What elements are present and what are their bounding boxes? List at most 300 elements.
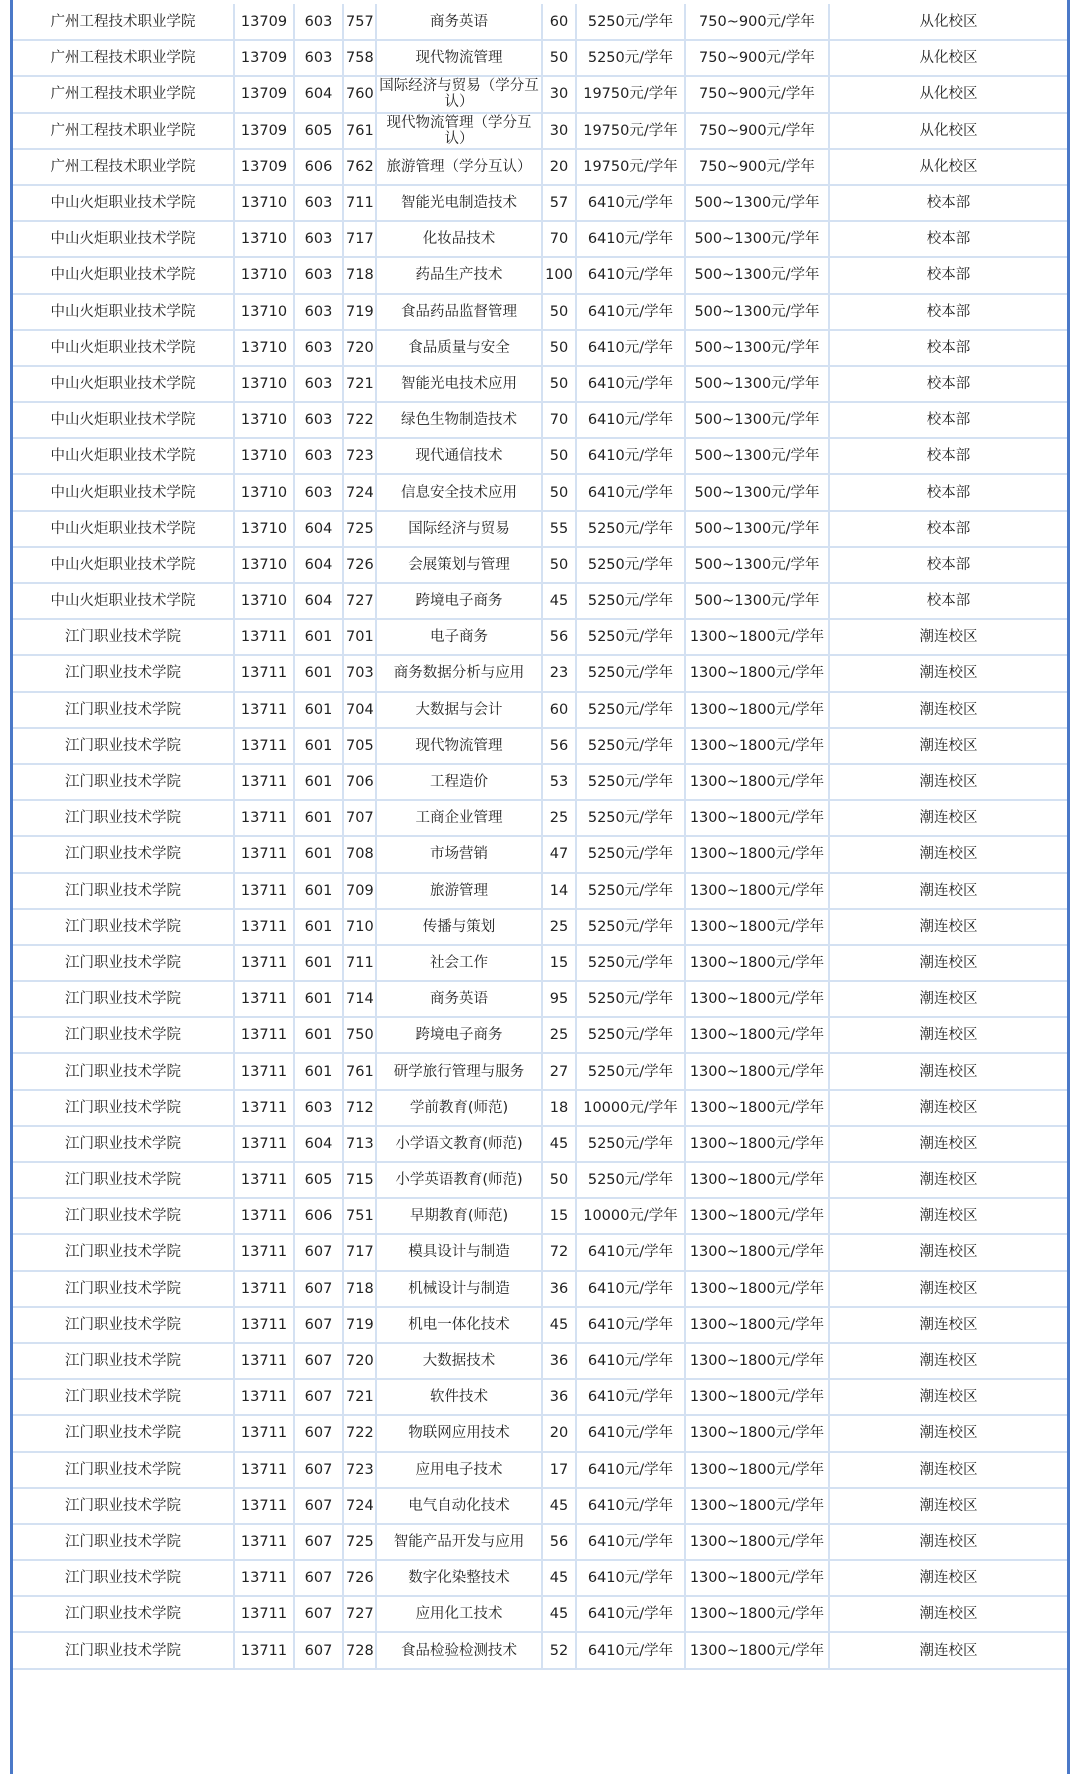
major-code-cell: 719 <box>343 294 376 330</box>
campus-cell: 潮连校区 <box>829 619 1067 655</box>
plan-count-cell: 20 <box>542 149 576 185</box>
group-code-cell: 601 <box>294 619 343 655</box>
school-code-cell: 13711 <box>234 728 294 764</box>
school-name-cell: 江门职业技术学院 <box>13 1560 234 1596</box>
school-name-cell: 中山火炬职业技术学院 <box>13 438 234 474</box>
group-code-cell: 607 <box>294 1343 343 1379</box>
group-code-cell: 603 <box>294 438 343 474</box>
dorm-fee-cell: 500~1300元/学年 <box>685 330 829 366</box>
table-row <box>13 76 1067 112</box>
major-name-cell: 市场营销 <box>376 836 542 872</box>
tuition-cell: 5250元/学年 <box>576 40 685 76</box>
tuition-cell: 5250元/学年 <box>576 836 685 872</box>
plan-count-cell: 56 <box>542 728 576 764</box>
table-row <box>13 873 1067 909</box>
tuition-cell: 5250元/学年 <box>576 511 685 547</box>
tuition-cell: 5250元/学年 <box>576 728 685 764</box>
major-name-cell: 小学英语教育(师范) <box>376 1162 542 1198</box>
dorm-fee-cell: 750~900元/学年 <box>685 4 829 40</box>
school-name-cell: 中山火炬职业技术学院 <box>13 294 234 330</box>
school-code-cell: 13709 <box>234 113 294 149</box>
plan-count-cell: 25 <box>542 909 576 945</box>
dorm-fee-cell: 1300~1800元/学年 <box>685 800 829 836</box>
major-name-cell: 早期教育(师范) <box>376 1198 542 1234</box>
school-code-cell: 13711 <box>234 1415 294 1451</box>
dorm-fee-cell: 1300~1800元/学年 <box>685 655 829 691</box>
school-name-cell: 江门职业技术学院 <box>13 1379 234 1415</box>
campus-cell: 从化校区 <box>829 113 1067 149</box>
group-code-cell: 601 <box>294 909 343 945</box>
major-name-cell: 大数据与会计 <box>376 692 542 728</box>
plan-count-cell: 50 <box>542 474 576 510</box>
tuition-cell: 5250元/学年 <box>576 655 685 691</box>
table-row <box>13 474 1067 510</box>
table-row <box>13 1560 1067 1596</box>
tuition-cell: 5250元/学年 <box>576 547 685 583</box>
table-row <box>13 836 1067 872</box>
campus-cell: 潮连校区 <box>829 1162 1067 1198</box>
major-name-cell: 小学语文教育(师范) <box>376 1126 542 1162</box>
school-code-cell: 13711 <box>234 655 294 691</box>
dorm-fee-cell: 500~1300元/学年 <box>685 221 829 257</box>
plan-count-cell: 50 <box>542 366 576 402</box>
table-row <box>13 1307 1067 1343</box>
table-row <box>13 330 1067 366</box>
campus-cell: 校本部 <box>829 257 1067 293</box>
group-code-cell: 601 <box>294 836 343 872</box>
table-row <box>13 149 1067 185</box>
school-code-cell: 13711 <box>234 1126 294 1162</box>
group-code-cell: 601 <box>294 873 343 909</box>
group-code-cell: 603 <box>294 185 343 221</box>
group-code-cell: 607 <box>294 1524 343 1560</box>
school-code-cell: 13710 <box>234 474 294 510</box>
school-name-cell: 江门职业技术学院 <box>13 836 234 872</box>
tuition-cell: 5250元/学年 <box>576 800 685 836</box>
tuition-cell: 6410元/学年 <box>576 366 685 402</box>
campus-cell: 从化校区 <box>829 149 1067 185</box>
campus-cell: 校本部 <box>829 438 1067 474</box>
table-row <box>13 1234 1067 1270</box>
school-code-cell: 13711 <box>234 1379 294 1415</box>
school-code-cell: 13711 <box>234 1162 294 1198</box>
table-row <box>13 981 1067 1017</box>
group-code-cell: 607 <box>294 1452 343 1488</box>
major-name-cell: 国际经济与贸易 <box>376 511 542 547</box>
campus-cell: 潮连校区 <box>829 692 1067 728</box>
campus-cell: 潮连校区 <box>829 1090 1067 1126</box>
school-name-cell: 江门职业技术学院 <box>13 1017 234 1053</box>
major-name-cell: 旅游管理（学分互认） <box>376 149 542 185</box>
major-code-cell: 723 <box>343 438 376 474</box>
plan-count-cell: 45 <box>542 1126 576 1162</box>
plan-count-cell: 18 <box>542 1090 576 1126</box>
school-name-cell: 广州工程技术职业学院 <box>13 4 234 40</box>
major-code-cell: 761 <box>343 1053 376 1089</box>
school-code-cell: 13710 <box>234 511 294 547</box>
dorm-fee-cell: 1300~1800元/学年 <box>685 728 829 764</box>
table-row <box>13 1488 1067 1524</box>
group-code-cell: 607 <box>294 1307 343 1343</box>
dorm-fee-cell: 1300~1800元/学年 <box>685 836 829 872</box>
campus-cell: 校本部 <box>829 221 1067 257</box>
campus-cell: 潮连校区 <box>829 1379 1067 1415</box>
school-code-cell: 13711 <box>234 1053 294 1089</box>
school-name-cell: 江门职业技术学院 <box>13 1271 234 1307</box>
table-row <box>13 113 1067 149</box>
plan-count-cell: 36 <box>542 1379 576 1415</box>
tuition-cell: 5250元/学年 <box>576 692 685 728</box>
group-code-cell: 601 <box>294 945 343 981</box>
table-row <box>13 1596 1067 1632</box>
major-name-cell: 商务英语 <box>376 4 542 40</box>
table-row <box>13 945 1067 981</box>
tuition-cell: 6410元/学年 <box>576 1343 685 1379</box>
table-row <box>13 1126 1067 1162</box>
campus-cell: 潮连校区 <box>829 800 1067 836</box>
dorm-fee-cell: 1300~1800元/学年 <box>685 1379 829 1415</box>
major-name-cell: 电子商务 <box>376 619 542 655</box>
campus-cell: 潮连校区 <box>829 655 1067 691</box>
plan-count-cell: 56 <box>542 1524 576 1560</box>
school-code-cell: 13711 <box>234 836 294 872</box>
dorm-fee-cell: 500~1300元/学年 <box>685 438 829 474</box>
dorm-fee-cell: 500~1300元/学年 <box>685 474 829 510</box>
dorm-fee-cell: 1300~1800元/学年 <box>685 764 829 800</box>
plan-count-cell: 27 <box>542 1053 576 1089</box>
tuition-cell: 6410元/学年 <box>576 1415 685 1451</box>
tuition-cell: 6410元/学年 <box>576 402 685 438</box>
tuition-cell: 6410元/学年 <box>576 1307 685 1343</box>
school-code-cell: 13711 <box>234 1343 294 1379</box>
dorm-fee-cell: 1300~1800元/学年 <box>685 1415 829 1451</box>
school-name-cell: 江门职业技术学院 <box>13 1415 234 1451</box>
tuition-cell: 6410元/学年 <box>576 474 685 510</box>
major-name-cell: 现代物流管理 <box>376 40 542 76</box>
major-code-cell: 701 <box>343 619 376 655</box>
group-code-cell: 607 <box>294 1271 343 1307</box>
plan-count-cell: 50 <box>542 330 576 366</box>
table-row <box>13 1271 1067 1307</box>
major-code-cell: 707 <box>343 800 376 836</box>
group-code-cell: 607 <box>294 1560 343 1596</box>
major-code-cell: 720 <box>343 1343 376 1379</box>
major-code-cell: 725 <box>343 1524 376 1560</box>
plan-count-cell: 56 <box>542 619 576 655</box>
table-row <box>13 257 1067 293</box>
school-code-cell: 13711 <box>234 1524 294 1560</box>
table-row <box>13 1198 1067 1234</box>
group-code-cell: 601 <box>294 728 343 764</box>
major-code-cell: 706 <box>343 764 376 800</box>
school-name-cell: 中山火炬职业技术学院 <box>13 185 234 221</box>
dorm-fee-cell: 750~900元/学年 <box>685 40 829 76</box>
dorm-fee-cell: 1300~1800元/学年 <box>685 1198 829 1234</box>
major-name-cell: 工程造价 <box>376 764 542 800</box>
major-code-cell: 705 <box>343 728 376 764</box>
tuition-cell: 5250元/学年 <box>576 619 685 655</box>
school-name-cell: 江门职业技术学院 <box>13 800 234 836</box>
tuition-cell: 6410元/学年 <box>576 1271 685 1307</box>
tuition-cell: 6410元/学年 <box>576 1379 685 1415</box>
plan-count-cell: 45 <box>542 1307 576 1343</box>
campus-cell: 潮连校区 <box>829 1053 1067 1089</box>
major-code-cell: 726 <box>343 547 376 583</box>
campus-cell: 校本部 <box>829 294 1067 330</box>
campus-cell: 从化校区 <box>829 40 1067 76</box>
school-code-cell: 13711 <box>234 909 294 945</box>
school-code-cell: 13711 <box>234 1234 294 1270</box>
group-code-cell: 603 <box>294 4 343 40</box>
major-code-cell: 762 <box>343 149 376 185</box>
major-code-cell: 727 <box>343 583 376 619</box>
dorm-fee-cell: 1300~1800元/学年 <box>685 1126 829 1162</box>
school-code-cell: 13711 <box>234 945 294 981</box>
plan-count-cell: 55 <box>542 511 576 547</box>
school-code-cell: 13711 <box>234 1017 294 1053</box>
tuition-cell: 10000元/学年 <box>576 1198 685 1234</box>
table-row <box>13 1343 1067 1379</box>
dorm-fee-cell: 1300~1800元/学年 <box>685 1053 829 1089</box>
group-code-cell: 606 <box>294 149 343 185</box>
campus-cell: 从化校区 <box>829 76 1067 112</box>
group-code-cell: 601 <box>294 1017 343 1053</box>
tuition-cell: 19750元/学年 <box>576 149 685 185</box>
tuition-cell: 6410元/学年 <box>576 438 685 474</box>
school-code-cell: 13710 <box>234 330 294 366</box>
dorm-fee-cell: 1300~1800元/学年 <box>685 1017 829 1053</box>
plan-count-cell: 52 <box>542 1632 576 1668</box>
school-name-cell: 中山火炬职业技术学院 <box>13 330 234 366</box>
table-row <box>13 1053 1067 1089</box>
tuition-cell: 6410元/学年 <box>576 1632 685 1668</box>
major-name-cell: 应用电子技术 <box>376 1452 542 1488</box>
tuition-cell: 5250元/学年 <box>576 873 685 909</box>
plan-count-cell: 50 <box>542 294 576 330</box>
plan-count-cell: 45 <box>542 1488 576 1524</box>
group-code-cell: 603 <box>294 221 343 257</box>
campus-cell: 潮连校区 <box>829 1488 1067 1524</box>
plan-count-cell: 50 <box>542 547 576 583</box>
school-name-cell: 中山火炬职业技术学院 <box>13 474 234 510</box>
dorm-fee-cell: 1300~1800元/学年 <box>685 873 829 909</box>
school-name-cell: 江门职业技术学院 <box>13 981 234 1017</box>
tuition-cell: 5250元/学年 <box>576 1162 685 1198</box>
plan-count-cell: 25 <box>542 800 576 836</box>
major-name-cell: 药品生产技术 <box>376 257 542 293</box>
table-row <box>13 1452 1067 1488</box>
table-row <box>13 1524 1067 1560</box>
school-code-cell: 13711 <box>234 1452 294 1488</box>
school-name-cell: 江门职业技术学院 <box>13 1307 234 1343</box>
major-code-cell: 720 <box>343 330 376 366</box>
major-code-cell: 723 <box>343 1452 376 1488</box>
school-code-cell: 13711 <box>234 1596 294 1632</box>
group-code-cell: 604 <box>294 1126 343 1162</box>
dorm-fee-cell: 1300~1800元/学年 <box>685 1524 829 1560</box>
major-name-cell: 化妆品技术 <box>376 221 542 257</box>
tuition-cell: 5250元/学年 <box>576 4 685 40</box>
school-code-cell: 13710 <box>234 402 294 438</box>
tuition-cell: 5250元/学年 <box>576 945 685 981</box>
major-name-cell: 现代物流管理 <box>376 728 542 764</box>
dorm-fee-cell: 1300~1800元/学年 <box>685 619 829 655</box>
major-name-cell: 现代通信技术 <box>376 438 542 474</box>
tuition-cell: 19750元/学年 <box>576 76 685 112</box>
major-code-cell: 710 <box>343 909 376 945</box>
campus-cell: 潮连校区 <box>829 1307 1067 1343</box>
table-row <box>13 583 1067 619</box>
major-name-cell: 绿色生物制造技术 <box>376 402 542 438</box>
school-name-cell: 江门职业技术学院 <box>13 1632 234 1668</box>
campus-cell: 潮连校区 <box>829 1560 1067 1596</box>
plan-count-cell: 60 <box>542 4 576 40</box>
tuition-cell: 6410元/学年 <box>576 257 685 293</box>
school-code-cell: 13709 <box>234 4 294 40</box>
school-name-cell: 江门职业技术学院 <box>13 1198 234 1234</box>
group-code-cell: 603 <box>294 402 343 438</box>
major-code-cell: 721 <box>343 1379 376 1415</box>
table-row <box>13 438 1067 474</box>
plan-count-cell: 45 <box>542 1560 576 1596</box>
campus-cell: 潮连校区 <box>829 1596 1067 1632</box>
school-name-cell: 江门职业技术学院 <box>13 655 234 691</box>
school-name-cell: 江门职业技术学院 <box>13 1524 234 1560</box>
major-name-cell: 智能光电技术应用 <box>376 366 542 402</box>
dorm-fee-cell: 1300~1800元/学年 <box>685 981 829 1017</box>
major-code-cell: 727 <box>343 1596 376 1632</box>
dorm-fee-cell: 1300~1800元/学年 <box>685 1162 829 1198</box>
major-code-cell: 724 <box>343 1488 376 1524</box>
tuition-cell: 6410元/学年 <box>576 294 685 330</box>
major-name-cell: 智能产品开发与应用 <box>376 1524 542 1560</box>
table-row <box>13 366 1067 402</box>
campus-cell: 潮连校区 <box>829 728 1067 764</box>
school-name-cell: 江门职业技术学院 <box>13 1090 234 1126</box>
major-code-cell: 711 <box>343 185 376 221</box>
major-code-cell: 722 <box>343 402 376 438</box>
plan-count-cell: 53 <box>542 764 576 800</box>
major-name-cell: 数字化染整技术 <box>376 1560 542 1596</box>
table-row <box>13 909 1067 945</box>
tuition-cell: 6410元/学年 <box>576 1234 685 1270</box>
campus-cell: 潮连校区 <box>829 981 1067 1017</box>
table-row <box>13 1632 1067 1668</box>
major-code-cell: 726 <box>343 1560 376 1596</box>
plan-count-cell: 14 <box>542 873 576 909</box>
school-code-cell: 13711 <box>234 1632 294 1668</box>
school-code-cell: 13709 <box>234 40 294 76</box>
major-code-cell: 703 <box>343 655 376 691</box>
plan-count-cell: 95 <box>542 981 576 1017</box>
major-name-cell: 模具设计与制造 <box>376 1234 542 1270</box>
plan-count-cell: 47 <box>542 836 576 872</box>
campus-cell: 潮连校区 <box>829 873 1067 909</box>
group-code-cell: 603 <box>294 257 343 293</box>
campus-cell: 校本部 <box>829 185 1067 221</box>
major-name-cell: 应用化工技术 <box>376 1596 542 1632</box>
school-code-cell: 13710 <box>234 185 294 221</box>
school-code-cell: 13709 <box>234 149 294 185</box>
campus-cell: 校本部 <box>829 511 1067 547</box>
major-code-cell: 750 <box>343 1017 376 1053</box>
campus-cell: 潮连校区 <box>829 764 1067 800</box>
major-name-cell: 社会工作 <box>376 945 542 981</box>
group-code-cell: 605 <box>294 113 343 149</box>
major-code-cell: 760 <box>343 76 376 112</box>
dorm-fee-cell: 1300~1800元/学年 <box>685 1596 829 1632</box>
tuition-cell: 19750元/学年 <box>576 113 685 149</box>
group-code-cell: 603 <box>294 294 343 330</box>
tuition-cell: 5250元/学年 <box>576 981 685 1017</box>
major-name-cell: 食品质量与安全 <box>376 330 542 366</box>
plan-count-cell: 17 <box>542 1452 576 1488</box>
plan-count-cell: 45 <box>542 583 576 619</box>
campus-cell: 潮连校区 <box>829 1198 1067 1234</box>
school-code-cell: 13711 <box>234 764 294 800</box>
group-code-cell: 603 <box>294 1090 343 1126</box>
school-code-cell: 13710 <box>234 257 294 293</box>
plan-count-cell: 30 <box>542 76 576 112</box>
group-code-cell: 601 <box>294 1053 343 1089</box>
campus-cell: 校本部 <box>829 402 1067 438</box>
school-code-cell: 13711 <box>234 873 294 909</box>
school-code-cell: 13711 <box>234 1090 294 1126</box>
dorm-fee-cell: 750~900元/学年 <box>685 113 829 149</box>
plan-count-cell: 15 <box>542 1198 576 1234</box>
major-code-cell: 725 <box>343 511 376 547</box>
major-name-cell: 机电一体化技术 <box>376 1307 542 1343</box>
school-name-cell: 江门职业技术学院 <box>13 1162 234 1198</box>
school-name-cell: 广州工程技术职业学院 <box>13 76 234 112</box>
group-code-cell: 607 <box>294 1379 343 1415</box>
tuition-cell: 6410元/学年 <box>576 1560 685 1596</box>
table-row <box>13 185 1067 221</box>
major-name-cell: 机械设计与制造 <box>376 1271 542 1307</box>
plan-count-cell: 45 <box>542 1596 576 1632</box>
tuition-cell: 10000元/学年 <box>576 1090 685 1126</box>
campus-cell: 潮连校区 <box>829 1234 1067 1270</box>
dorm-fee-cell: 1300~1800元/学年 <box>685 1090 829 1126</box>
dorm-fee-cell: 1300~1800元/学年 <box>685 1488 829 1524</box>
major-code-cell: 715 <box>343 1162 376 1198</box>
group-code-cell: 605 <box>294 1162 343 1198</box>
major-name-cell: 跨境电子商务 <box>376 583 542 619</box>
tuition-cell: 5250元/学年 <box>576 1053 685 1089</box>
school-name-cell: 中山火炬职业技术学院 <box>13 583 234 619</box>
major-code-cell: 709 <box>343 873 376 909</box>
tuition-cell: 6410元/学年 <box>576 1596 685 1632</box>
school-code-cell: 13710 <box>234 366 294 402</box>
school-code-cell: 13710 <box>234 221 294 257</box>
group-code-cell: 607 <box>294 1415 343 1451</box>
campus-cell: 校本部 <box>829 330 1067 366</box>
major-name-cell: 软件技术 <box>376 1379 542 1415</box>
school-name-cell: 江门职业技术学院 <box>13 1234 234 1270</box>
major-name-cell: 研学旅行管理与服务 <box>376 1053 542 1089</box>
campus-cell: 潮连校区 <box>829 1017 1067 1053</box>
tuition-cell: 6410元/学年 <box>576 1488 685 1524</box>
group-code-cell: 604 <box>294 511 343 547</box>
group-code-cell: 607 <box>294 1488 343 1524</box>
group-code-cell: 601 <box>294 800 343 836</box>
group-code-cell: 601 <box>294 764 343 800</box>
table-row <box>13 402 1067 438</box>
table-row <box>13 511 1067 547</box>
campus-cell: 潮连校区 <box>829 1524 1067 1560</box>
table-row <box>13 547 1067 583</box>
dorm-fee-cell: 500~1300元/学年 <box>685 583 829 619</box>
